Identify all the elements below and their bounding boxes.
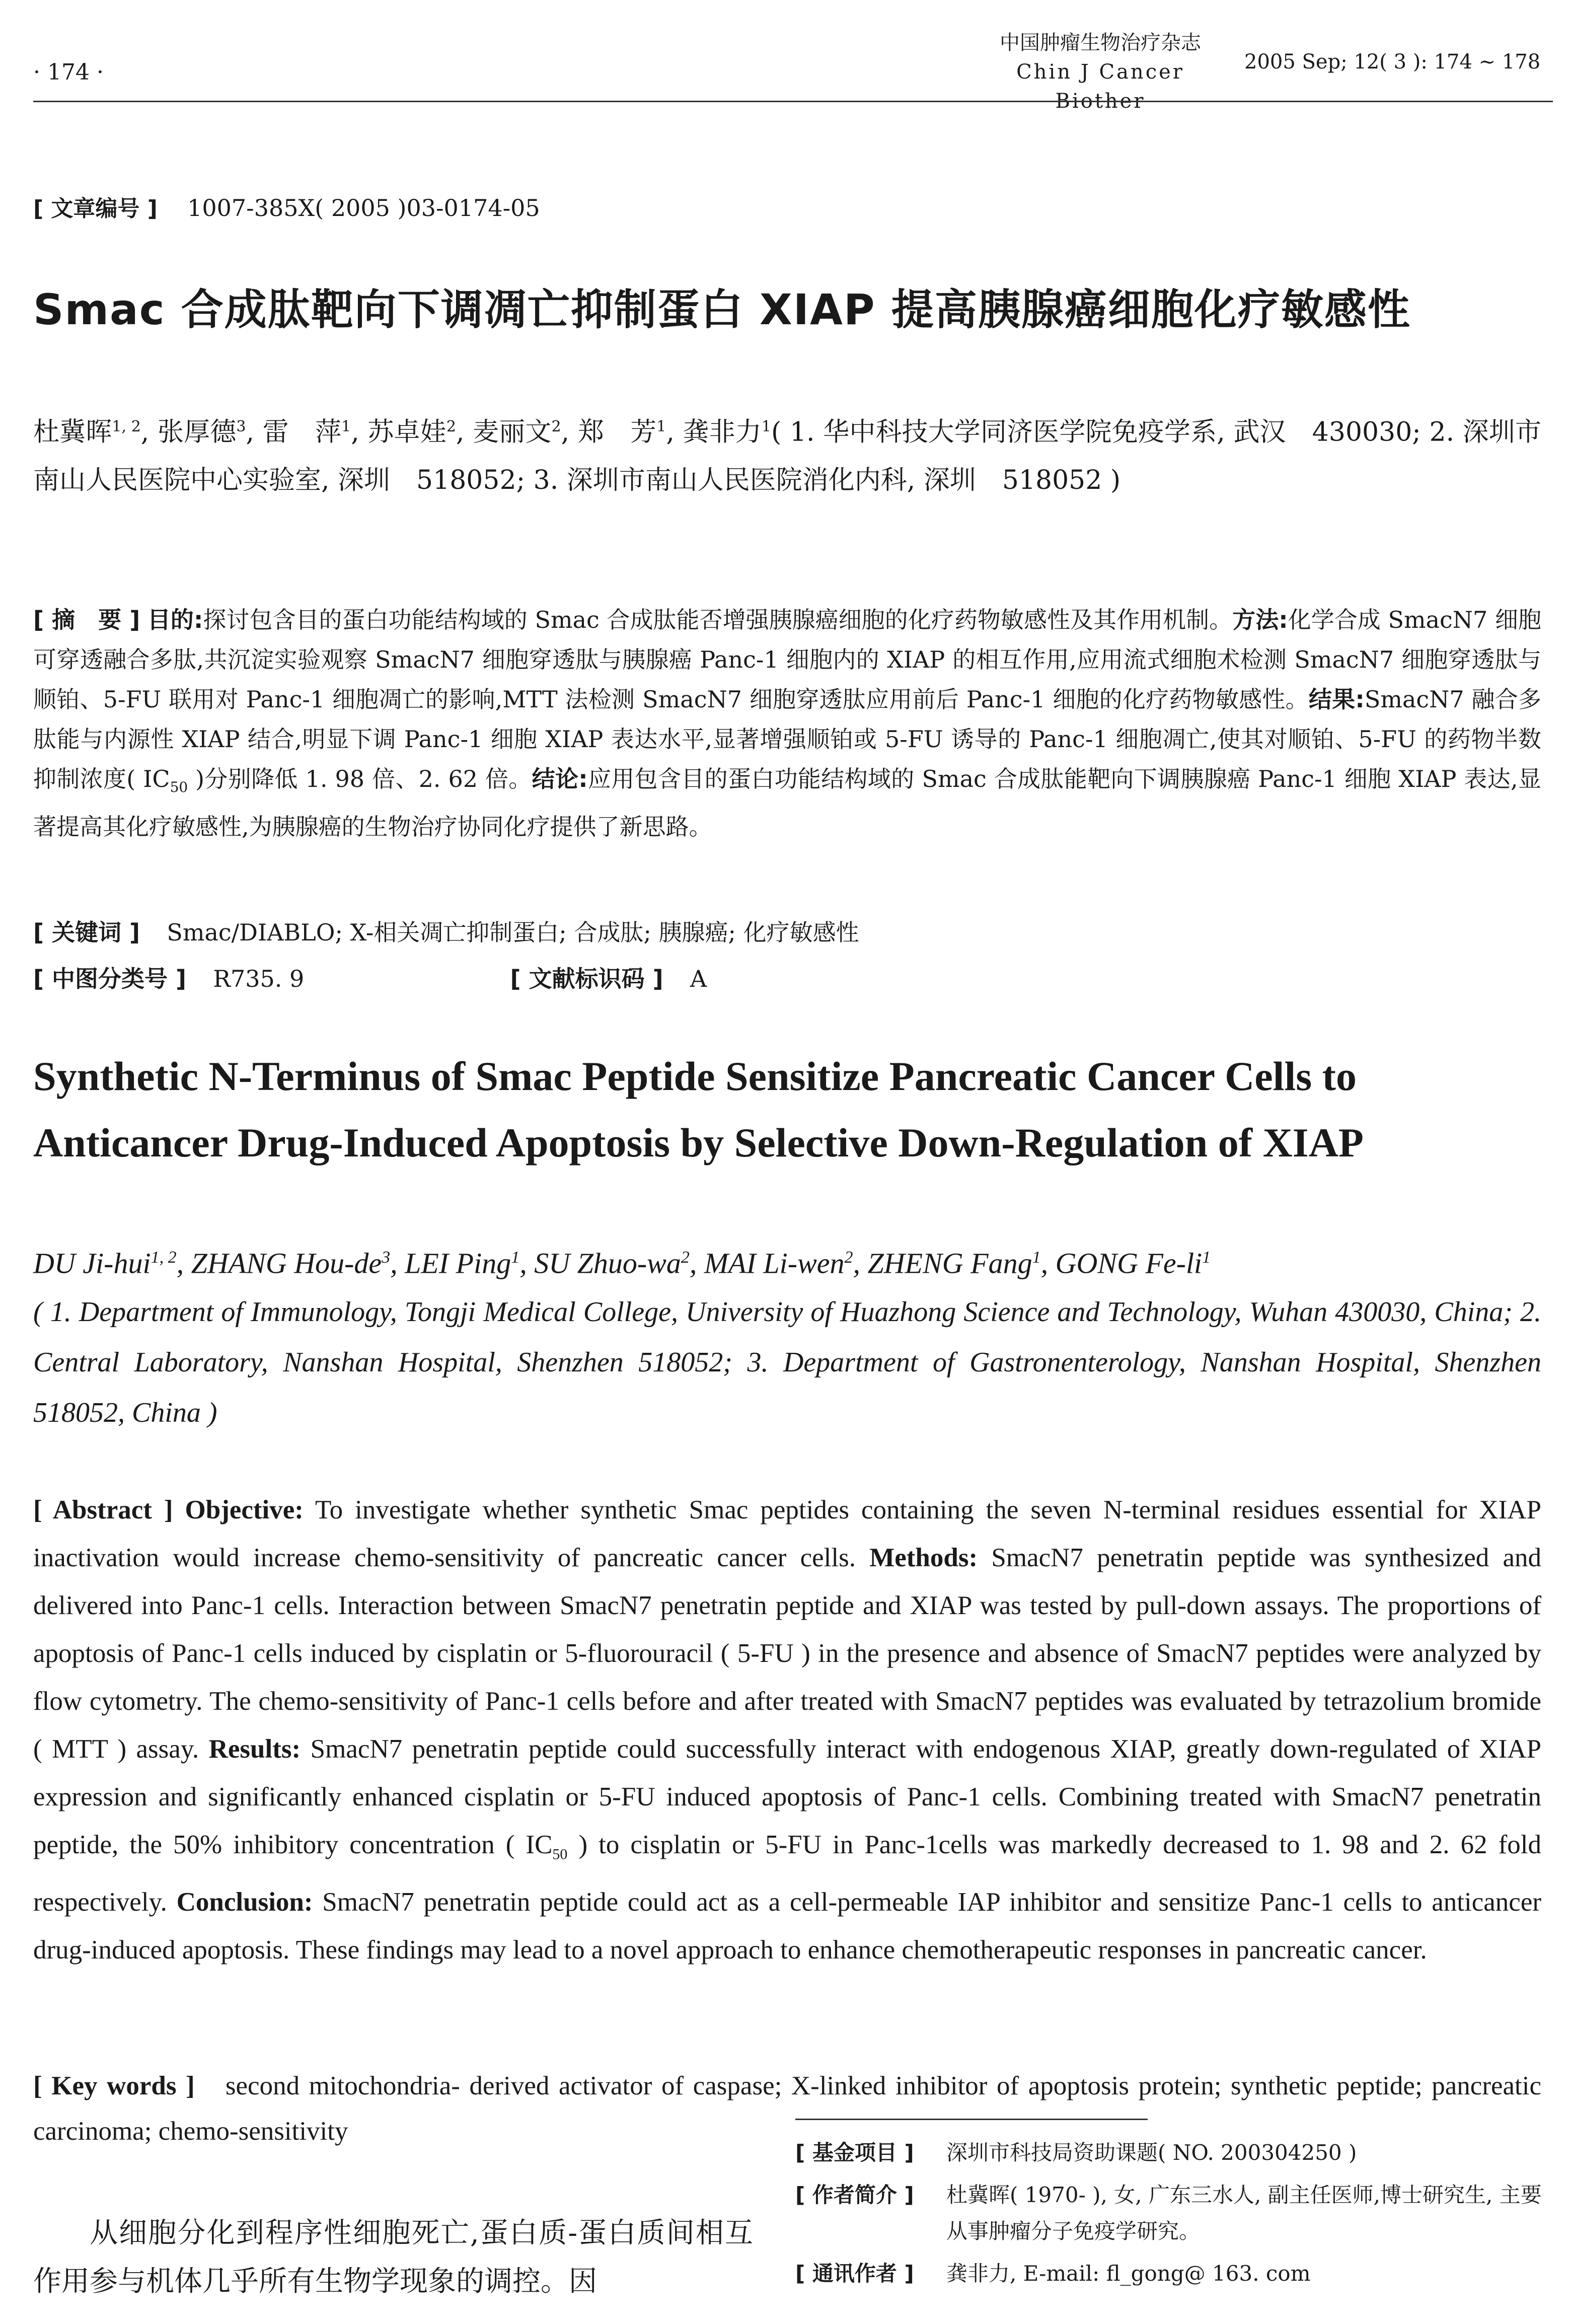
body-text: 从细胞分化到程序性细胞死亡,蛋白质-蛋白质间相互作用参与机体几乎所有生物学现象的调控。因 xyxy=(33,2217,753,2298)
journal-name xyxy=(969,28,1231,116)
en-objective: To investigate whether synthetic Smac peptides containing the seven N-terminal residues essential for XIAP inactivation would increase chemo-sensitivity of pancreatic cancer cells. xyxy=(33,1495,1541,1572)
footnote-author xyxy=(795,2177,1545,2249)
journal-name-cn: 中国肿瘤生物治疗杂志 xyxy=(1000,31,1201,54)
citation: 2005 Sep; 12( 3 ): 174 ~ 178 xyxy=(1244,50,1541,74)
cn-author: 雷 萍 xyxy=(262,417,342,448)
en-keywords-value: second mitochondria- derived activator of caspase; X-linked inhibitor of apoptosis protein; synthetic peptide; pancreatic carcinoma; chemo-sensitivity xyxy=(33,2071,1541,2146)
cn-abstract-label: [ 摘 要 ] xyxy=(33,606,140,633)
article-number-label: [ 文章编号 ] xyxy=(33,196,158,222)
en-results-sub: 50 xyxy=(552,1846,568,1863)
journal-name-en: Chin J Cancer Biother xyxy=(1016,60,1184,113)
en-abstract xyxy=(33,1486,1541,1974)
en-author-sup: 1, 2 xyxy=(151,1248,177,1267)
fund-value: 深圳市科技局资助课题( NO. 200304250 ) xyxy=(946,2140,1357,2165)
cn-conclusion-label: 结论: xyxy=(532,765,588,792)
en-results-end: ) to cisplatin or 5-FU in Panc-1cells was markedly decreased to 1. 98 and 2. 62 fold respectively. xyxy=(33,1830,1541,1917)
author-bio-label: [ 作者简介 ] xyxy=(795,2183,914,2207)
fund-label: [ 基金项目 ] xyxy=(795,2140,914,2165)
en-results-label: Results: xyxy=(208,1734,301,1764)
cn-methods: 化学合成 SmacN7 细胞可穿透融合多肽,共沉淀实验观察 SmacN7 细胞穿透肽与胰腺癌 Panc-1 细胞内的 XIAP 的相互作用,应用流式细胞术检测 SmacN7 细胞穿透肽与顺铂、5-FU 联用对 Panc-1 细胞凋亡的影响,MTT 法检测 SmacN7 细胞穿透肽应用前后 Panc-1 细胞的化疗药物敏感性。 xyxy=(33,606,1542,713)
cn-results-label: 结果: xyxy=(1308,686,1365,713)
footnotes xyxy=(795,2135,1545,2298)
cn-author: 麦丽文 xyxy=(473,417,552,448)
en-conclusion: SmacN7 penetratin peptide could act as a cell-permeable IAP inhibitor and sensitize Panc-1 cells to anticancer drug-induced apoptosis. These findings may lead to a novel approach to enhance chemotherapeutic responses in pancreatic cancer. xyxy=(33,1887,1541,1965)
cn-results-sub: 50 xyxy=(170,779,188,796)
footnote-rule xyxy=(795,2119,1148,2120)
cn-methods-label: 方法: xyxy=(1232,606,1288,633)
cn-results-end: )分别降低 1. 98 倍、2. 62 倍。 xyxy=(188,765,532,792)
cn-author-sup: 2 xyxy=(551,418,561,435)
cn-authors: 杜冀晖$^{1, 2}$, 张厚德$^3$, 雷 萍$^1$, 苏卓娃$^2$, 麦丽文$^2$, 郑 芳$^1$, 龚非力$^1$( 1. 华中科技大学同济医学院免疫学系, 武汉 430030; 2. 深圳市南山人民医院中心实验室, 深圳 518052; 3. 深圳市南山人民医院消化内科, 深圳 518052 ) xyxy=(33,417,1542,496)
en-author: SU Zhuo-wa xyxy=(534,1247,681,1280)
footnote-fund xyxy=(795,2135,1545,2171)
en-author-sup: 3 xyxy=(382,1248,391,1267)
cn-author-sup: 1, 2 xyxy=(112,418,141,435)
en-author-sup: 1 xyxy=(511,1248,520,1267)
cn-author-sup: 1 xyxy=(341,418,351,435)
cn-affiliations: ( 1. 华中科技大学同济医学院免疫学系, 武汉 430030; 2. 深圳市南山人民医院中心实验室, 深圳 518052; 3. 深圳市南山人民医院消化内科, 深圳 518052 ) xyxy=(33,417,1542,496)
en-author: ZHENG Fang xyxy=(867,1247,1032,1280)
cn-author-sup: 2 xyxy=(446,418,456,435)
en-results: SmacN7 penetratin peptide could successfully interact with endogenous XIAP, greatly down-regulated of XIAP expression and significantly enhanced cisplatin or 5-FU induced apoptosis of Panc-1 cells. Combining treated with SmacN7 penetratin peptide, the 50% inhibitory concentration ( IC xyxy=(33,1734,1542,1859)
clc-label: [ 中图分类号 ] xyxy=(33,965,187,992)
article-number-value: 1007-385X( 2005 )03-0174-05 xyxy=(187,194,540,222)
cn-conclusion: 应用包含目的蛋白功能结构域的 Smac 合成肽能靶向下调胰腺癌 Panc-1 细胞 XIAP 表达,显著提高其化疗敏感性,为胰腺癌的生物治疗协同化疗提供了新思路。 xyxy=(33,765,1541,841)
header-rule xyxy=(33,101,1553,102)
cn-keywords-value: Smac/DIABLO; X-相关凋亡抑制蛋白; 合成肽; 胰腺癌; 化疗敏感性 xyxy=(167,919,859,946)
cn-keywords xyxy=(33,916,1541,949)
cn-objective: 探讨包含目的蛋白功能结构域的 Smac 合成肽能否增强胰腺癌细胞的化疗药物敏感性及其作用机制。 xyxy=(203,606,1233,633)
en-affiliations: ( 1. Department of Immunology, Tongji Medical College, University of Huazhong Science and Technology, Wuhan 430030, China; 2. Central Laboratory, Nanshan Hospital, Shenzhen 518052; 3. Department of Gastronenterology, Nanshan Hospital, Shenzhen 518052, China ) xyxy=(33,1296,1541,1428)
en-author-sup: 2 xyxy=(681,1248,690,1267)
corresponding-label: [ 通讯作者 ] xyxy=(795,2261,914,2286)
en-authors: DU Ji-hui$^{1, 2}$, ZHANG Hou-$de^3$, LEI Ping$^1$, SU Zhuo-$wa^2$, MAI Li-wen$^2$, ZHENG Fang$^1$, GONG $Fe-li^1$ xyxy=(33,1247,1211,1280)
cn-title: Smac 合成肽靶向下调凋亡抑制蛋白 XIAP 提高胰腺癌细胞化疗敏感性 xyxy=(33,285,1411,334)
cn-abstract xyxy=(33,600,1541,847)
cn-author-sup: 1 xyxy=(656,418,666,435)
cn-objective-label: 目的: xyxy=(147,606,203,633)
cn-author-sup: 1 xyxy=(761,418,772,435)
en-author-sup: 1 xyxy=(1202,1248,1211,1267)
en-abstract-label: [ Abstract ] xyxy=(33,1495,173,1524)
en-keywords-label: [ Key words ] xyxy=(33,2071,195,2100)
cn-keywords-label: [ 关键词 ] xyxy=(33,919,140,946)
en-title: Synthetic N-Terminus of Smac Peptide Sensitize Pancreatic Cancer Cells to Anticancer Drug-Induced Apoptosis by Selective Down-Regulation of XIAP xyxy=(33,1053,1364,1166)
en-author: MAI Li-wen xyxy=(704,1247,845,1280)
cn-results: SmacN7 融合多肽能与内源性 XIAP 结合,明显下调 Panc-1 细胞 XIAP 表达水平,显著增强顺铂或 5-FU 诱导的 Panc-1 细胞凋亡,使其对顺铂、5-FU 的药物半数抑制浓度( IC xyxy=(33,686,1541,792)
cn-author: 苏卓娃 xyxy=(367,417,446,448)
en-author: DU Ji-hui xyxy=(33,1247,151,1280)
en-methods-label: Methods: xyxy=(869,1543,978,1572)
cn-author: 龚非力 xyxy=(683,417,762,448)
cn-author: 张厚德 xyxy=(158,417,237,448)
cn-author: 郑 芳 xyxy=(577,417,657,448)
en-author: GONG Fe-li xyxy=(1055,1247,1203,1280)
cn-author-sup: 3 xyxy=(236,418,246,435)
author-bio-value: 杜冀晖( 1970- ), 女, 广东三水人, 副主任医师,博士研究生, 主要从事肿瘤分子免疫学研究。 xyxy=(946,2183,1542,2243)
en-author-sup: 1 xyxy=(1032,1248,1041,1267)
page-number: · 174 · xyxy=(33,59,104,85)
clc-value: R735. 9 xyxy=(213,965,305,992)
cn-author: 杜冀晖 xyxy=(33,417,112,448)
en-author: LEI Ping xyxy=(405,1247,511,1280)
en-author-sup: 2 xyxy=(844,1248,853,1267)
footnote-corresponding xyxy=(795,2256,1545,2292)
doc-code-value: A xyxy=(690,965,707,992)
en-author: ZHANG Hou-de xyxy=(191,1247,382,1280)
cn-classification xyxy=(33,963,1541,995)
en-objective-label: Objective: xyxy=(185,1495,304,1524)
corresponding-value: 龚非力, E-mail: fl_gong@ 163. com xyxy=(946,2261,1311,2286)
article-number xyxy=(33,190,540,223)
doc-code-label: [ 文献标识码 ] xyxy=(510,965,663,992)
en-methods: SmacN7 penetratin peptide was synthesized and delivered into Panc-1 cells. Interaction between SmacN7 penetratin peptide and XIAP was tested by pull-down assays. The proportions of apoptosis of Panc-1 cells induced by cisplatin or 5-fluorouracil ( 5-FU ) in the presence and absence of SmacN7 peptides were analyzed by flow cytometry. The chemo-sensitivity of Panc-1 cells before and after treated with SmacN7 peptides was evaluated by tetrazolium bromide ( MTT ) assay. xyxy=(33,1543,1542,1764)
en-conclusion-label: Conclusion: xyxy=(176,1887,313,1917)
